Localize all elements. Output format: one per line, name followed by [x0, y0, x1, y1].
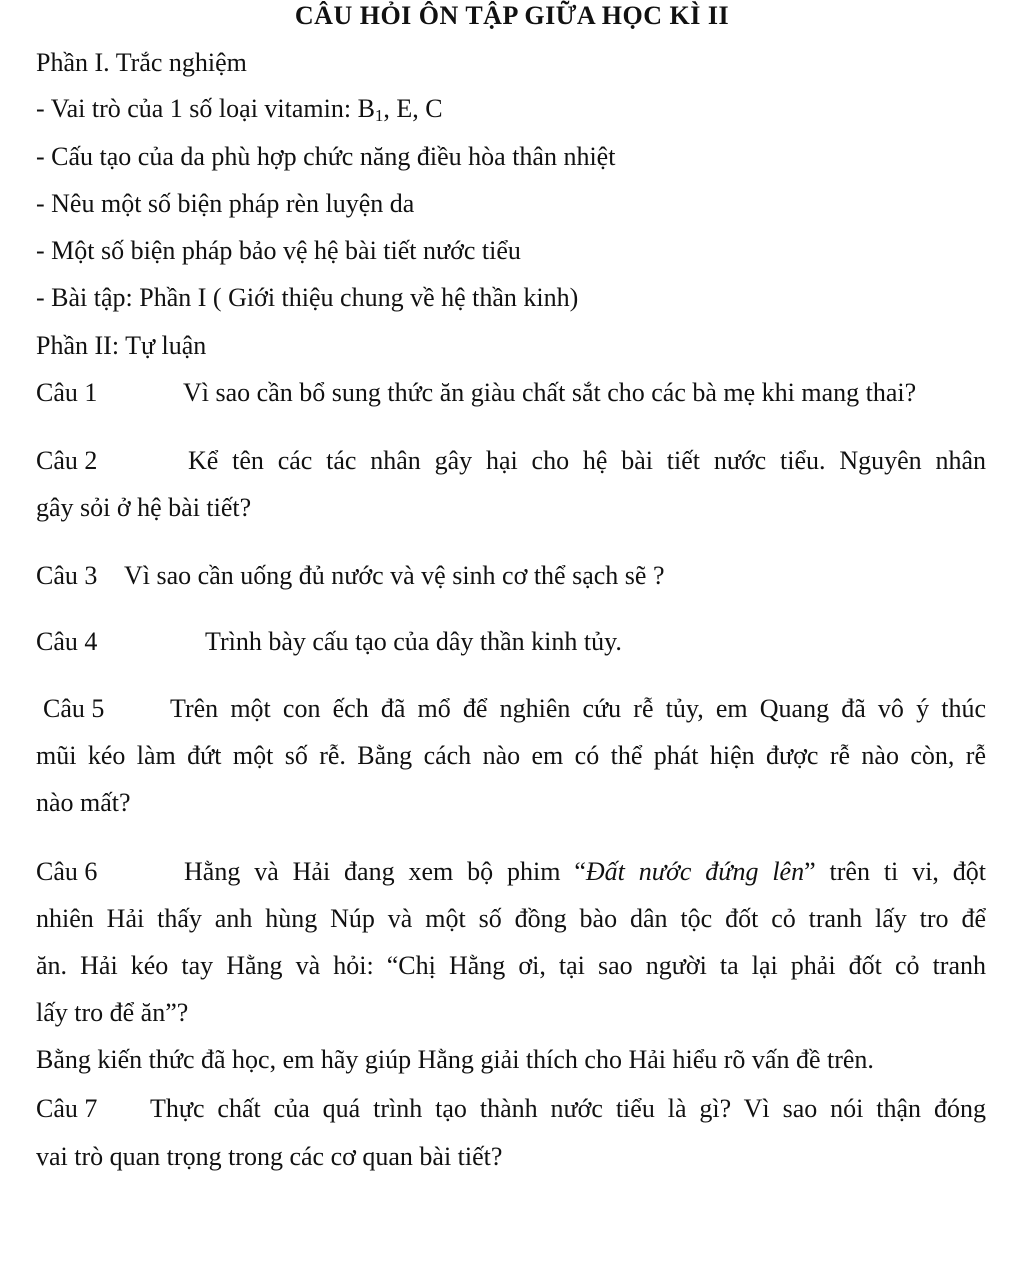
question-6-line-1-pre: Hằng và Hải đang xem bộ phim “: [184, 857, 586, 886]
part1-item-vitamin: [36, 92, 443, 126]
question-5-label: Câu 5: [43, 694, 105, 723]
question-7-line-2: vai trò quan trọng trong các cơ quan bài tiết?: [36, 1142, 503, 1171]
question-4-text: Trình bày cấu tạo của dây thần kinh tủy.: [205, 627, 622, 656]
question-5-line-2: mũi kéo làm đứt một số rễ. Bằng cách nào em có thể phát hiện được rễ nào còn, rễ: [36, 741, 986, 770]
part1-item-skin-structure: - Cấu tạo của da phù hợp chức năng điều hòa thân nhiệt: [36, 142, 616, 171]
vitamin-subscript: 1: [374, 106, 384, 125]
movie-title: Đất nước đứng lên: [585, 857, 805, 886]
part2-heading: Phần II: Tự luận: [36, 331, 207, 360]
part1-item-vitamin-suffix: , E, C: [383, 94, 443, 123]
question-4-label: Câu 4: [36, 627, 98, 656]
question-7-line-1: Thực chất của quá trình tạo thành nước tiểu là gì? Vì sao nói thận đóng: [150, 1094, 986, 1123]
part1-item-urinary-protection: - Một số biện pháp bảo vệ hệ bài tiết nước tiểu: [36, 236, 521, 265]
part1-item-skin-training: - Nêu một số biện pháp rèn luyện da: [36, 189, 415, 218]
question-3-label: Câu 3: [36, 561, 98, 590]
question-5-line-1: Trên một con ếch đã mổ để nghiên cứu rễ tủy, em Quang đã vô ý thúc: [170, 694, 986, 723]
question-2-line-2: gây sỏi ở hệ bài tiết?: [36, 493, 252, 522]
question-1-label: Câu 1: [36, 378, 98, 407]
question-2-label: Câu 2: [36, 446, 98, 475]
question-6-line-2: nhiên Hải thấy anh hùng Núp và một số đồng bào dân tộc đốt cỏ tranh lấy tro để: [36, 904, 986, 933]
question-6-line-5: Bằng kiến thức đã học, em hãy giúp Hằng giải thích cho Hải hiểu rõ vấn đề trên.: [36, 1045, 874, 1074]
question-7-label: Câu 7: [36, 1094, 98, 1123]
part1-item-exercise: - Bài tập: Phần I ( Giới thiệu chung về hệ thần kinh): [36, 283, 579, 312]
question-6-line-1: [184, 855, 986, 889]
question-6-label: Câu 6: [36, 857, 98, 886]
question-3-text: Vì sao cần uống đủ nước và vệ sinh cơ thể sạch sẽ ?: [124, 561, 665, 590]
question-2-line-1: Kể tên các tác nhân gây hại cho hệ bài tiết nước tiểu. Nguyên nhân: [188, 446, 986, 475]
part1-heading: Phần I. Trắc nghiệm: [36, 48, 247, 77]
question-1-text: Vì sao cần bổ sung thức ăn giàu chất sắt cho các bà mẹ khi mang thai?: [183, 378, 917, 407]
question-6-line-1-post: ” trên ti vi, đột: [804, 857, 986, 886]
question-5-line-3: nào mất?: [36, 788, 131, 817]
part1-item-vitamin-text: - Vai trò của 1 số loại vitamin: B: [36, 94, 375, 123]
question-6-line-3: ăn. Hải kéo tay Hằng và hỏi: “Chị Hằng ơi, tại sao người ta lại phải đốt cỏ tranh: [36, 951, 986, 980]
question-6-line-4: lấy tro để ăn”?: [36, 998, 189, 1027]
document-title: CÂU HỎI ÔN TẬP GIỮA HỌC KÌ II: [294, 1, 730, 30]
